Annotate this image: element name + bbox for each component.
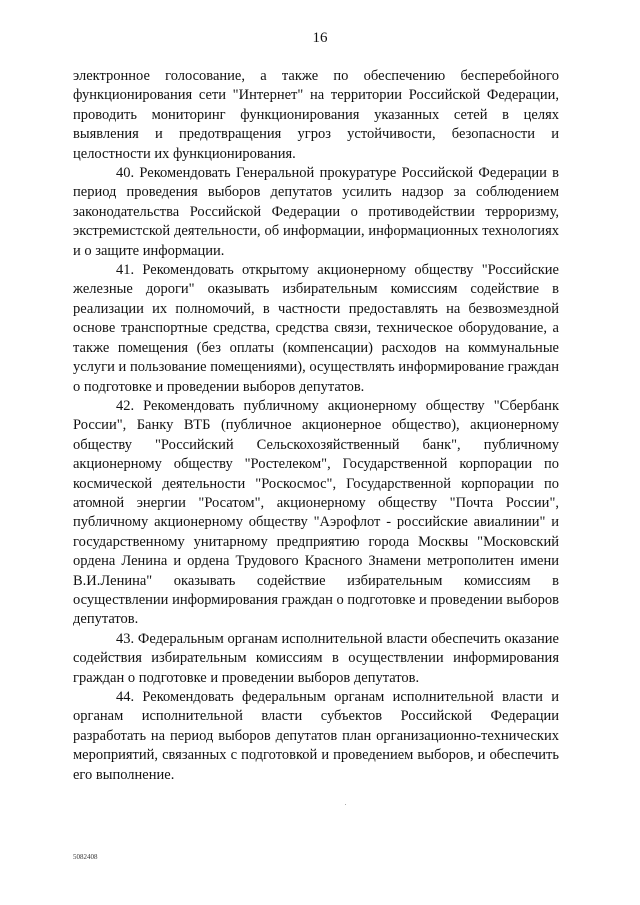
paragraph-item-44: 44. Рекомендовать федеральным органам исполнительной власти и органам исполнительной власти субъектов Российской Федерации разработать на период выборов депутатов план организационно-технических мероприятий, связанных с подготовкой и проведением выборов, и обеспечить его выполнение.	[73, 689, 559, 783]
paragraph-continuation: электронное голосование, а также по обеспечению бесперебойного функционирования сети "Интернет" на территории Российской Федерации, проводить мониторинг функционирования указанных сетей в целях выявления и предотвращения угроз устойчивости, безопасности и целостности их функционирования.	[73, 68, 559, 162]
paragraph-item-42: 42. Рекомендовать публичному акционерному обществу "Сбербанк России", Банку ВТБ (публичное акционерное общество), акционерному обществу "Российский Сельскохозяйственный банк", публичному акционерному обществу "Ростелеком", Государственной корпорации по космической деятельности "Роскосмос", Государственной корпорации по атомной энергии "Росатом", акционерному обществу "Почта России", публичному акционерному обществу "Аэрофлот - российские авиалинии" и государственному унитарному предприятию города Москвы "Московский ордена Ленина и ордена Трудового Красного Знамени метрополитен имени В.И.Ленина" оказывать содействие избирательным комиссиям в осуществлении информирования граждан о подготовке и проведении выборов депутатов.	[73, 397, 559, 628]
paragraph-item-40: 40. Рекомендовать Генеральной прокуратуре Российской Федерации в период проведения выборов депутатов усилить надзор за соблюдением законодательства Российской Федерации о противодействии терроризму, экстремистской деятельности, об информации, информационных технологиях и о защите информации.	[73, 165, 559, 259]
document-code: 5082408	[73, 853, 98, 861]
paragraph-item-43: 43. Федеральным органам исполнительной власти обеспечить оказание содействия избирательным комиссиям в осуществлении информирования граждан о подготовке и проведении выборов депутатов.	[73, 630, 559, 686]
paragraph-item-41: 41. Рекомендовать открытому акционерному обществу "Российские железные дороги" оказывать избирательным комиссиям содействие в реализации их полномочий, в частности предоставлять на безвозмездной основе транспортные средства, средства связи, техническое оборудование, а также помещения (без оплаты (компенсации) расходов на коммунальные услуги и пользование помещениями), осуществлять информирование граждан о подготовке и проведении выборов депутатов.	[73, 262, 559, 395]
document-body	[73, 67, 559, 785]
page-number: 16	[312, 30, 328, 46]
scan-speck	[345, 804, 346, 805]
